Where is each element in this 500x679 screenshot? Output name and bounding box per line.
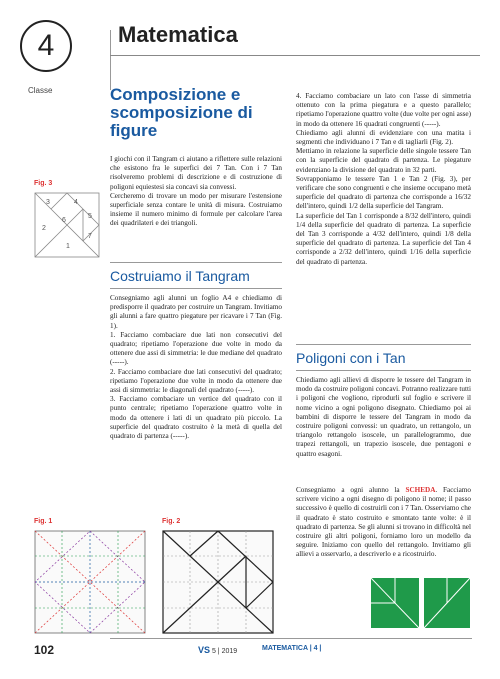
paragraph: 1. Facciamo combaciare due lati non consecutivi del quadrato; ripetiamo l'operazione due volte in modo da ottenere due assi di simmetria: le due mediane del quadrato (-----).	[110, 330, 282, 367]
footer-rule	[110, 638, 472, 639]
page-number: 102	[34, 643, 55, 657]
column-2-top	[296, 92, 471, 267]
fig3-num: 6	[62, 217, 66, 224]
section-rule	[110, 288, 282, 289]
section-rule	[110, 262, 282, 263]
paragraph: Consegniamo agli alunni un foglio A4 e chiediamo di predisporre il quadrato per costruire un Tangram. Invitiamo gli alunni a fare quattro piegature per ricavare i 7 Tan (Fig. 1).	[110, 294, 282, 330]
paragraph: Mettiamo in relazione la superficie delle singole tessere Tan con la superficie del quadrato di partenza. Le piegature evidenziano la divisione del quadrato in 32 parti.	[296, 147, 471, 174]
section-rule	[296, 344, 471, 345]
fig1-folding-diagram	[34, 530, 146, 634]
paragraph	[296, 486, 471, 560]
class-label: Classe	[28, 86, 53, 95]
fig3-tangram-diagram	[34, 192, 100, 258]
issue-label: 5 | 2019	[211, 648, 238, 655]
class-number: 4	[37, 29, 55, 62]
fig1-label: Fig. 1	[34, 518, 53, 525]
text-run: . Facciamo scrivere vicino a ogni disegno di poligono il nome; il passo successivo è quello di costruirli con i 7 Tan. Osserviamo che il quadrato è stato costruito e smontato tante volte: è il quadrato di partenza. Se gli alunni si trovano in difficoltà nel costruire gli altri poligoni, forniamo loro un modello da seguire. Iniziamo con quello del rettangolo. Invitiamo gli allievi a osservarlo, a descriverlo e a ricostruirlo.	[296, 486, 471, 559]
fig3-label: Fig. 3	[34, 180, 53, 187]
rectangle-tangram-illustration	[370, 577, 472, 629]
magazine-logo: VS	[198, 645, 211, 655]
fig3-num: 4	[74, 199, 78, 206]
paragraph: Chiediamo agli alunni di evidenziare con una matita i segmenti che individuano i 7 Tan e di tagliarli (Fig. 2).	[296, 128, 471, 147]
paragraph: 2. Facciamo combaciare due lati consecutivi del quadrato; ripetiamo l'operazione due volte in modo da ottenere due assi di simmetria: le diagonali del quadrato (-----).	[110, 367, 282, 395]
fig2-tangram-cut-diagram	[162, 530, 274, 634]
fig3-num: 5	[88, 213, 92, 220]
paragraph: Chiediamo agli allievi di disporre le tessere del Tangram in modo da costruire poligoni concavi. Potranno realizzare tutti i poligoni che vogliono, riprodurli sul foglio e scrivere il nome vicino a ogni poligono disegnato. Chiediamo poi ai bambini di disporre le tessere del Tangram in modo da costruire poligoni convessi: un quadrato, un rettangolo, un triangolo rettangolo isoscele, un parallelogrammo, due trapezi rettangoli, un trapezio isoscele, due pentagoni e quattro esagoni.	[296, 376, 471, 458]
footer-issue	[198, 645, 237, 655]
scheda-highlight: SCHEDA	[405, 486, 436, 494]
header-rule	[110, 55, 480, 56]
section-rule	[296, 370, 471, 371]
intro-paragraph: I giochi con il Tangram ci aiutano a riflettere sulle relazioni che esistono fra le superfici dei 7 Tan. Con i 7 Tan risolveremo problemi di descrizione e di costruzione di poligoni equiestesi sia concavi sia convessi.	[110, 155, 282, 191]
section-title-tangram: Costruiamo il Tangram	[110, 268, 250, 284]
text-run: Consegniamo a ogni alunno la	[296, 486, 406, 494]
fig3-num: 3	[46, 199, 50, 206]
paragraph: 3. Facciamo combaciare un vertice del quadrato con il punto centrale; ripetiamo l'operazione quattro volte in modo da ottenere i lati di un quadrato più piccolo. La superficie del quadrato costruito è la metà di quella del quadrato di partenza (-----).	[110, 395, 282, 441]
article-title: Composizione e scomposizione di figure	[110, 85, 253, 140]
fig2-label: Fig. 2	[162, 518, 181, 525]
fig3-num: 1	[66, 243, 70, 250]
column-1-intro	[110, 155, 282, 229]
column-2-body	[296, 376, 471, 459]
paragraph: 4. Facciamo combaciare un lato con l'asse di simmetria ottenuto con la prima piegatura e a questo parallelo; ripetiamo l'operazione quattro volte (due volte per ogni asse) in modo da ottenere 16 quadrati congruenti (-----).	[296, 92, 471, 128]
header-divider	[110, 30, 111, 90]
subject-title: Matematica	[118, 22, 238, 47]
intro-paragraph-2: Cercheremo di trovare un modo per misurare l'estensione superficiale senza contare le unità di misura. Costruiamo insieme il numero minimo di formule per calcolare l'area dei quadrilateri e dei triangoli.	[110, 191, 282, 228]
fig3-num: 2	[42, 225, 46, 232]
fig3-num: 7	[88, 233, 92, 240]
paragraph: La superficie del Tan 1 corrisponde a 8/32 dell'intero, quindi 1/4 della superficie del quadrato di partenza. La superficie del Tan 3 corrisponde a 4/32 dell'intero, quindi 1/8 della superficie del quadrato di partenza. La superficie del Tan 4 corrisponde a 2/32 dell'intero, quindi 1/16 della superficie del quadrato di partenza.	[296, 211, 471, 266]
section-title-poligoni: Poligoni con i Tan	[296, 350, 406, 366]
class-number-badge	[20, 20, 72, 72]
column-1-body	[110, 294, 282, 441]
column-2-body-2	[296, 486, 471, 560]
footer-section: MATEMATICA | 4 |	[262, 645, 322, 652]
paragraph: Sovrapponiamo le tessere Tan 1 e Tan 2 (Fig. 3), per verificare che sono congruenti e che insieme occupano metà superficie del quadrato di partenza che corrisponde a 16/32 dell'intero, quindi 1/2 della superficie del Tangram.	[296, 174, 471, 211]
